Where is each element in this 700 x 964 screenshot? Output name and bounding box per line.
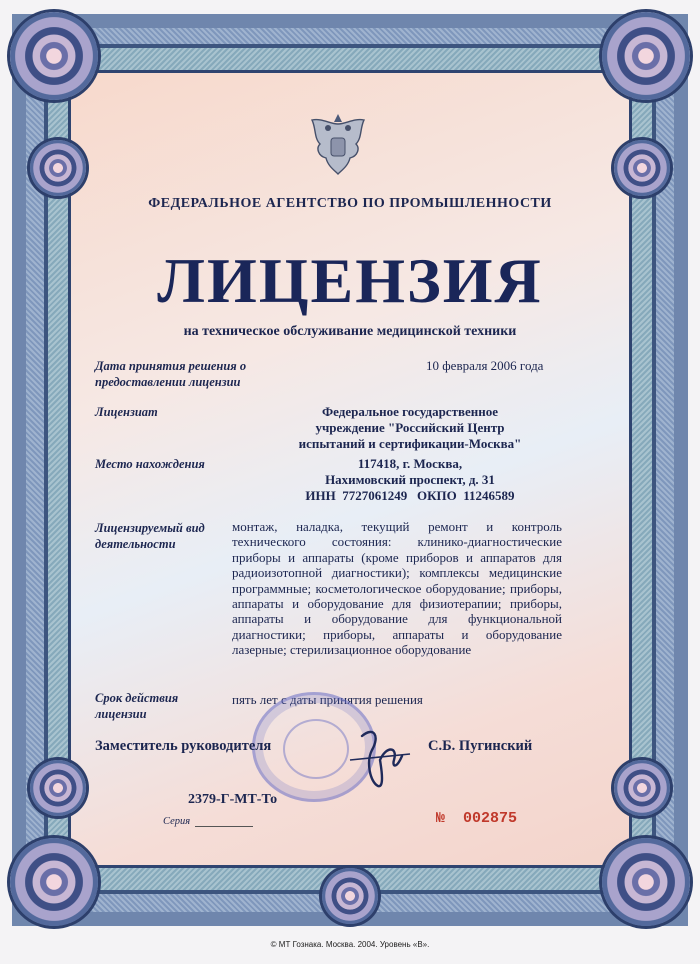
- decision-date-value: 10 февраля 2006 года: [426, 358, 544, 373]
- corner-rosette-top-left: [10, 12, 98, 100]
- agency-heading: ФЕДЕРАЛЬНОЕ АГЕНТСТВО ПО ПРОМЫШЛЕННОСТИ: [148, 196, 552, 211]
- activity-description: монтаж, наладка, текущий ремонт и контроль технического состояния: клинико-диагностические приборы и аппараты (кроме приборов и аппаратов для радиоизотопной диагностики); комплексы медицинские программные; косметологическое оборудование; приборы, аппараты и оборудование для физиотерапии; приборы, аппараты и оборудование для функциональной диагностики; приборы, аппараты и оборудование лазерные; стерилизационное оборудование: [232, 519, 562, 658]
- activity-label: [95, 520, 235, 552]
- location-line3: ИНН 7727061249 ОКПО 11246589: [305, 488, 515, 503]
- corner-rosette-top-right: [602, 12, 690, 100]
- validity-value: пять лет с даты принятия решения: [232, 692, 423, 707]
- licensee-value: [260, 404, 560, 452]
- blank-number: № 002875: [436, 810, 518, 827]
- location-label: Место нахождения: [95, 457, 205, 471]
- document-title: ЛИЦЕНЗИЯ: [157, 245, 543, 316]
- printer-footer: © МТ Гознака. Москва. 2004. Уровень «В».: [270, 940, 430, 949]
- validity-label-line1: Срок действия: [95, 691, 179, 705]
- activity-label-line2: деятельности: [95, 537, 176, 551]
- validity-label: [95, 690, 178, 722]
- licensee-label: Лицензиат: [95, 405, 158, 419]
- decision-date-label-line1: Дата принятия решения о: [95, 359, 247, 373]
- licensee-line1: Федеральное государственное: [322, 404, 498, 419]
- rosette-right-lower: [614, 760, 670, 816]
- licensee-line3: испытаний и сертификации-Москва": [298, 436, 522, 451]
- decision-date-label: [95, 358, 295, 390]
- activity-label-line1: Лицензируемый вид: [95, 521, 205, 535]
- signature-icon: [340, 716, 420, 796]
- signatory-name: С.Б. Пугинский: [428, 738, 533, 754]
- signatory-position: Заместитель руководителя: [95, 738, 272, 754]
- licensee-line2: учреждение "Российский Центр: [315, 420, 505, 435]
- serial-underline: [195, 826, 253, 827]
- registration-number: 2379-Г-МТ-То: [188, 792, 278, 807]
- decision-date-label-line2: предоставлении лицензии: [95, 375, 241, 389]
- location-value: [260, 456, 560, 504]
- rosette-bottom-center: [322, 868, 378, 924]
- corner-rosette-bottom-right: [602, 838, 690, 926]
- validity-label-line2: лицензии: [95, 707, 147, 721]
- rosette-right-upper: [614, 140, 670, 196]
- serial-label: Серия: [163, 816, 191, 827]
- rosette-left-lower: [30, 760, 86, 816]
- document-subtitle: на техническое обслуживание медицинской техники: [183, 324, 517, 339]
- location-line2: Нахимовский проспект, д. 31: [325, 472, 495, 487]
- rosette-left-upper: [30, 140, 86, 196]
- corner-rosette-bottom-left: [10, 838, 98, 926]
- location-line1: 117418, г. Москва,: [357, 456, 463, 471]
- coat-of-arms-icon: [300, 108, 376, 184]
